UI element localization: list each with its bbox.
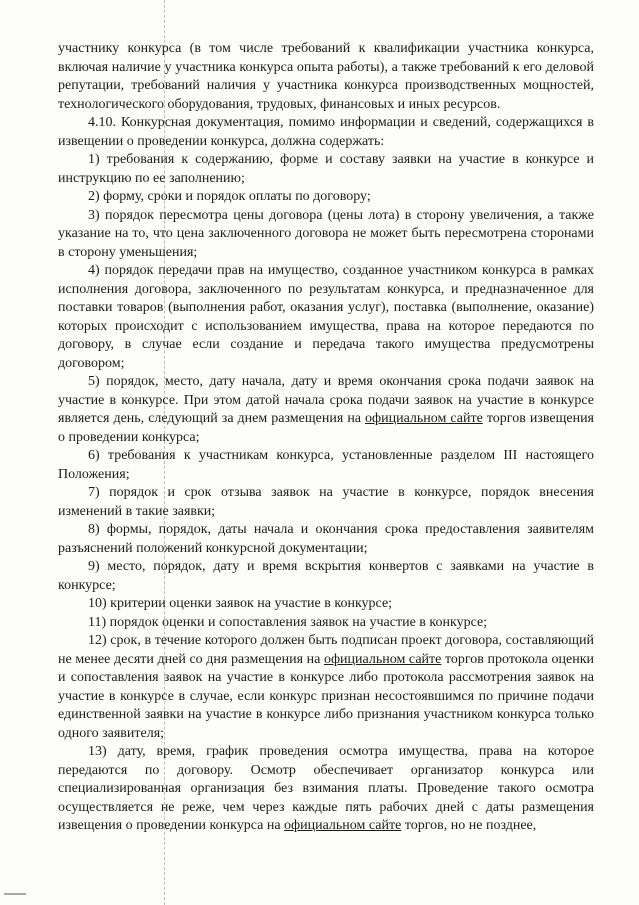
paragraph-text: 8) формы, порядок, даты начала и окончания срока предоставления заявителям разъяснений положений конкурсной документации;: [58, 522, 594, 556]
paragraph-p3: [58, 188, 594, 207]
paragraph-p7: [58, 447, 594, 484]
paragraph-p0: [58, 40, 594, 114]
paragraph-text: 11) порядок оценки и сопоставления заявок на участие в конкурсе;: [88, 614, 488, 630]
scan-artifact-mark: [4, 893, 26, 895]
paragraph-p10: [58, 558, 594, 595]
paragraph-text: торгов извещения о проведении конкурса;: [58, 411, 595, 445]
paragraph-p5: [58, 262, 594, 373]
paragraph-p8: [58, 484, 594, 521]
paragraph-p13: [58, 632, 594, 743]
paragraph-text: 4) порядок передачи прав на имущество, созданное участником конкурса в рамках исполнения договора, заключенного по результатам конкурса, и предназначенное для поставки товаров (выполнения работ, оказания услуг), поставка (выполнение, оказание) которых происходит с использованием имущества, права на которое передаются по договору, в случае если создание и передача такого имущества предусмотрены договором;: [58, 263, 594, 371]
official-site-link[interactable]: официальном сайте: [284, 818, 402, 833]
official-site-link[interactable]: официальном сайте: [323, 651, 442, 667]
paragraph-text: 1) требования к содержанию, форме и составу заявки на участие в конкурсе и инструкцию по ее заполнению;: [58, 152, 594, 186]
paragraph-p12: [58, 614, 594, 633]
paragraph-text: 9) место, порядок, дату и время вскрытия конвертов с заявками на участие в конкурсе;: [58, 559, 594, 593]
paragraph-text: 4.10. Конкурсная документация, помимо информации и сведений, содержащихся в извещении о проведении конкурса, должна содержать:: [58, 115, 594, 149]
paragraph-p1: [58, 114, 594, 151]
paragraph-p4: [58, 207, 594, 263]
paragraph-text: 12) срок, в течение которого должен быть подписан проект договора, составляющий не менее десяти дней со дня размещения на: [58, 633, 594, 667]
official-site-link[interactable]: официальном сайте: [365, 411, 483, 426]
paragraph-text: 5) порядок, место, дату начала, дату и время окончания срока подачи заявок на участие в конкурсе. При этом датой начала срока подачи заявок на участие в конкурсе является день, следующий за днем размещения на: [58, 374, 594, 426]
paragraph-text: 7) порядок и срок отзыва заявок на участие в конкурсе, порядок внесения изменений в такие заявки;: [58, 485, 594, 519]
paragraph-text: 10) критерии оценки заявок на участие в конкурсе;: [88, 596, 393, 611]
paragraph-p6: [58, 373, 594, 447]
paragraph-p9: [58, 521, 594, 558]
document-body: [58, 40, 594, 836]
paragraph-p2: [58, 151, 594, 188]
paragraph-text: участнику конкурса (в том числе требований к квалификации участника конкурса, включая наличие у участника конкурса опыта работы), а также требований к его деловой репутации, требований наличия у участника конкурса производственных мощностей, технологического оборудования, трудовых, финансовых и иных ресурсов.: [58, 41, 594, 112]
paragraph-text: 6) требования к участникам конкурса, установленные разделом III настоящего Положения;: [58, 448, 594, 482]
paragraph-p11: [58, 595, 594, 614]
paragraph-text: 13) дату, время, график проведения осмотра имущества, права на которое передаются по договору. Осмотр обеспечивает организатор конкурса или специализированная организация без взимания платы. Проведение такого осмотра осуществляется не реже, чем через каждые пять рабочих дней с даты размещения извещения о проведении конкурса на: [58, 744, 594, 833]
paragraph-text: 3) порядок пересмотра цены договора (цены лота) в сторону увеличения, а также указание на то, что цена заключенного договора не может быть пересмотрена сторонами в сторону уменьшения;: [58, 207, 594, 260]
paragraph-text: торгов протокола оценки и сопоставления заявок на участие в конкурсе либо протокола рассмотрения заявок на участие в конкурсе в случае, если конкурс признан несостоявшимся по причине подачи единственной заявки на участие в конкурсе либо признания участником конкурса только одного заявителя;: [58, 651, 595, 741]
paragraph-text: торгов, но не позднее,: [401, 818, 537, 833]
paragraph-p14: [58, 743, 594, 836]
paragraph-text: 2) форму, сроки и порядок оплаты по договору;: [88, 189, 371, 204]
